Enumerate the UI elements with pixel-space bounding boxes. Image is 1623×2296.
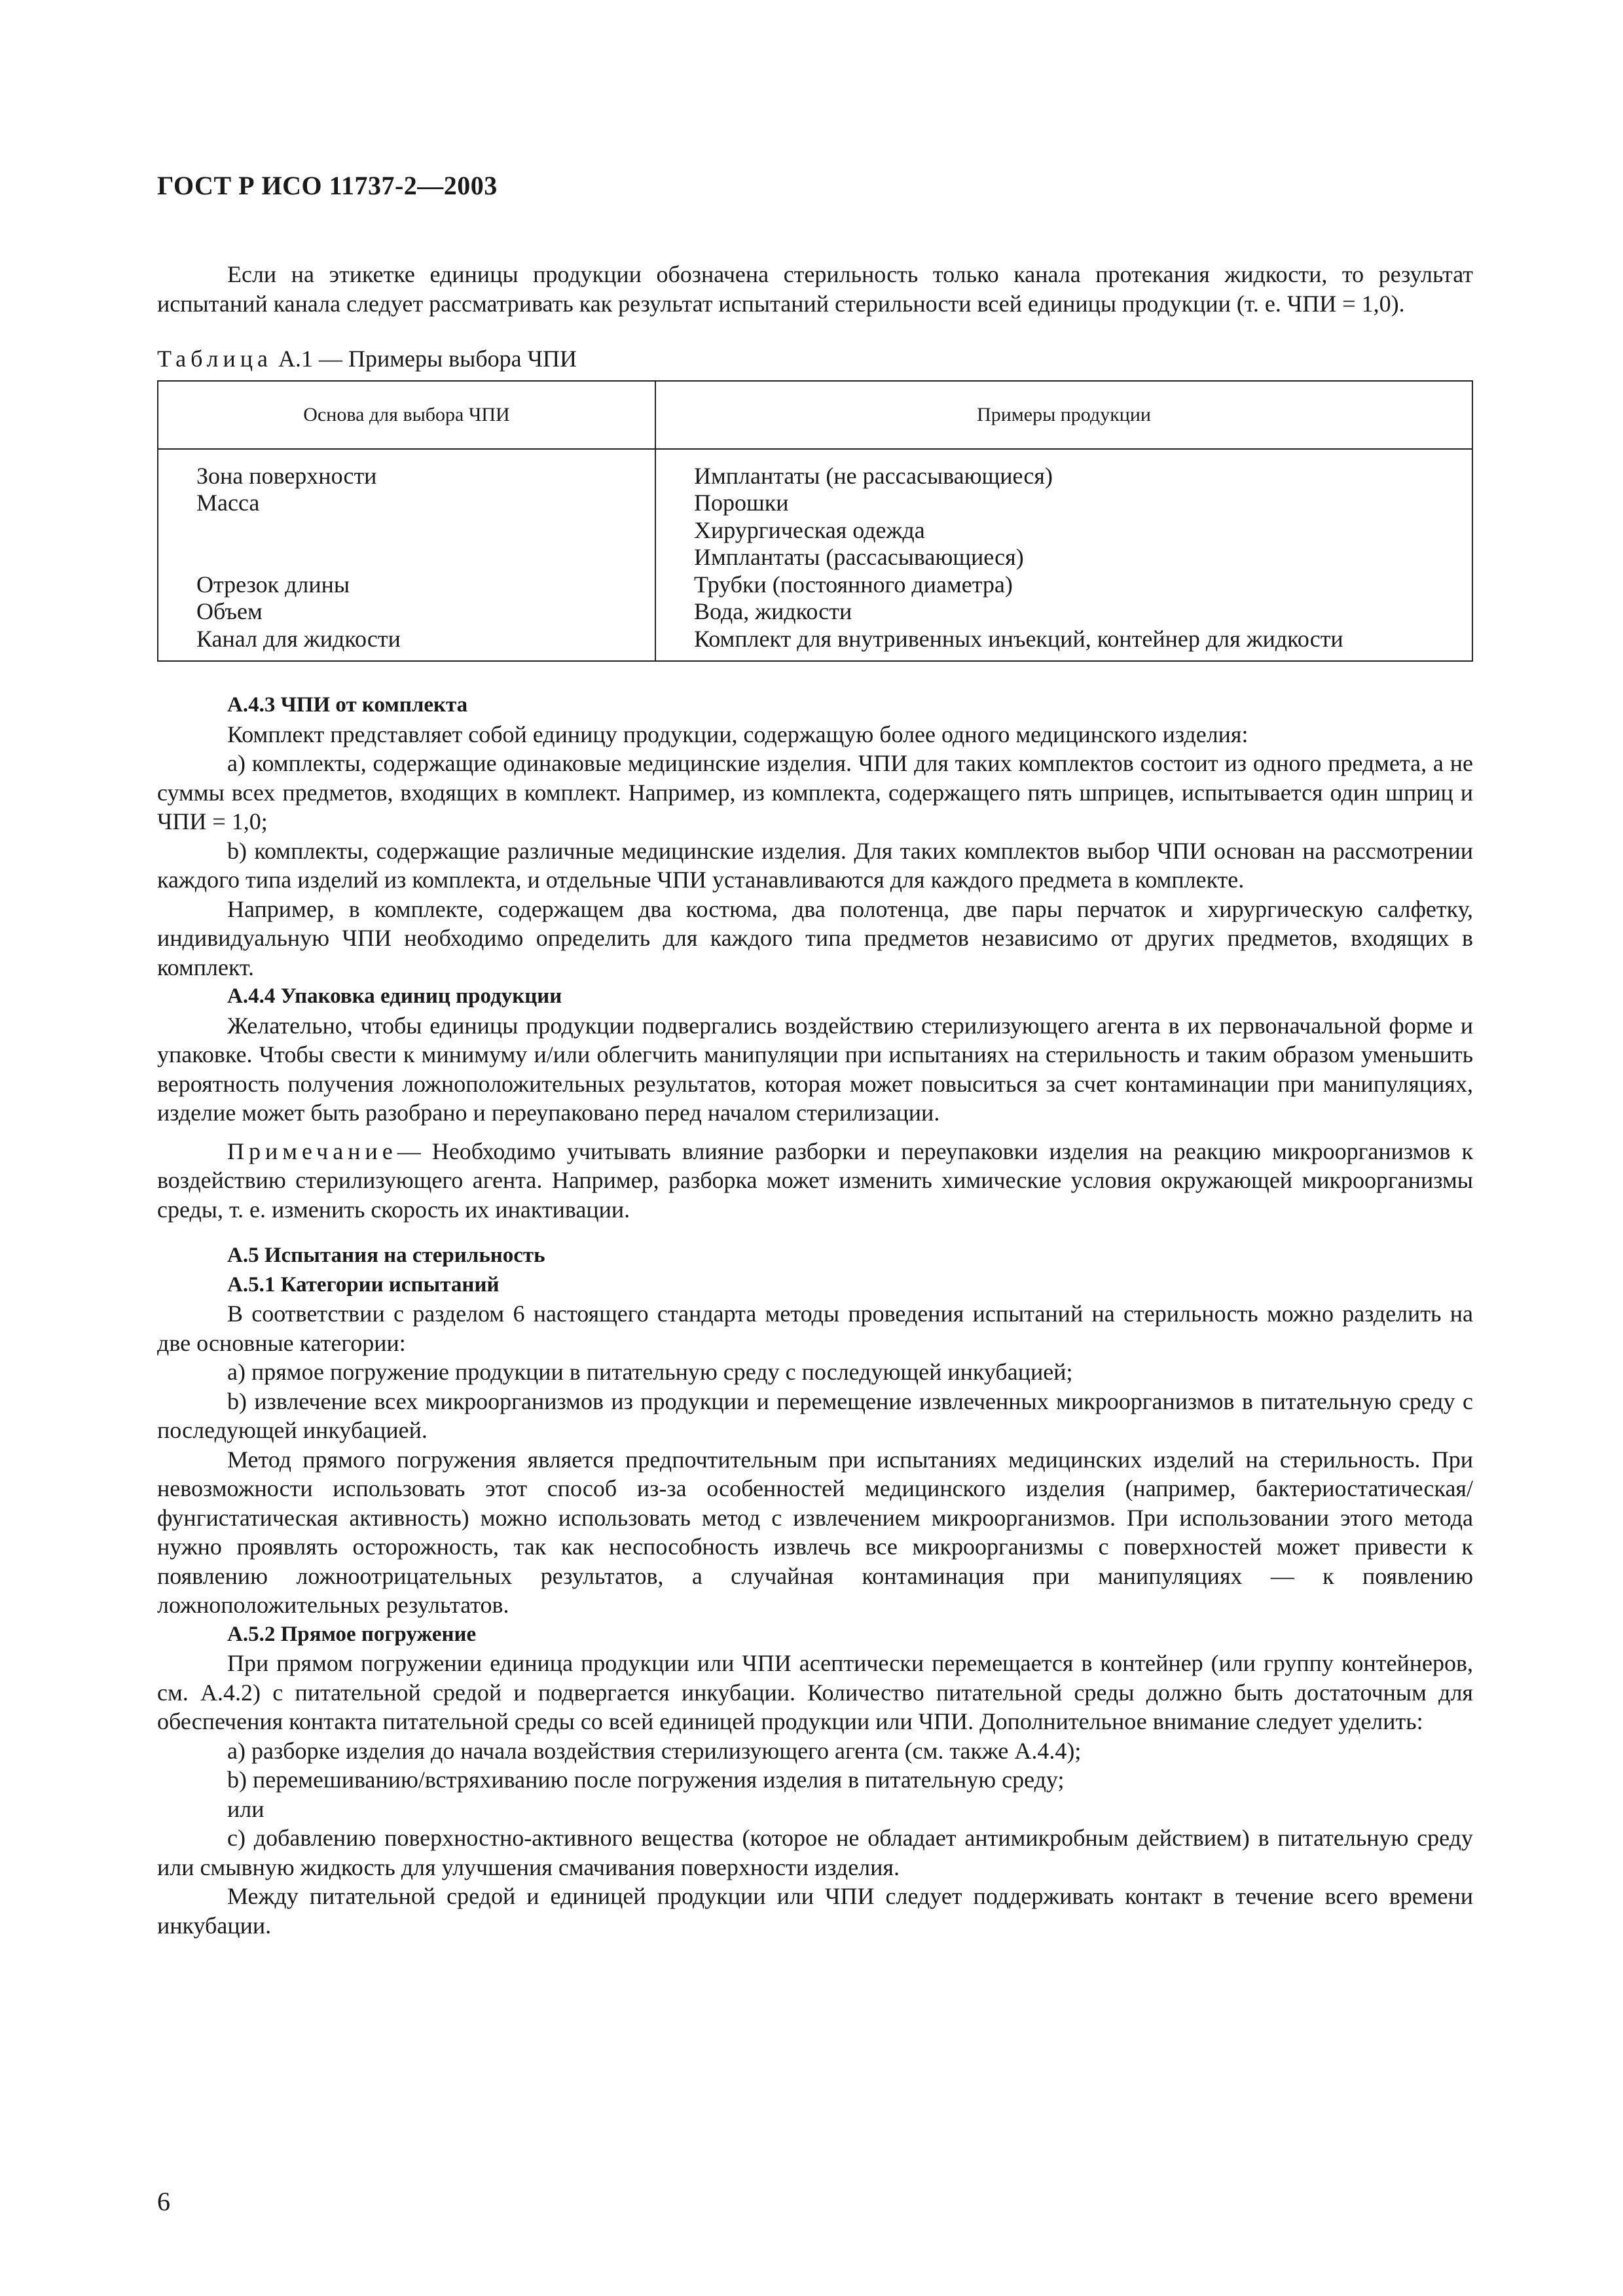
note-text: — Необходимо учитывать влияние разборки и переупаковки изделия на реакцию микроорганизмов к воздействию стерилизующего агента. Например, разборка может изменить химические условия окружающей микроорганизмы среды, т. е. изменить скорость их инактивации. <box>157 1138 1473 1223</box>
basis-line: Зона поверхности <box>196 462 377 489</box>
note <box>157 1137 1473 1225</box>
table-caption <box>157 344 1473 374</box>
paragraph: Метод прямого погружения является предпочтительным при испытаниях медицинских изделий на стерильность. При невозможности использовать этот способ из-за особенностей медицинского изделия (например, бактериостатическая/фунгистатическая активность) можно использовать метод с извлечением микроорганизмов. При использовании этого метода нужно проявлять осторожность, так как неспособность извлечь все микроорганизмы с поверхностей может привести к появлению ложноотрицательных результатов, а случайная контаминация при манипуляциях — к появлению ложноположительных результатов. <box>157 1446 1473 1618</box>
table-a1 <box>157 380 1473 662</box>
intro-paragraph: Если на этикетке единицы продукции обозначена стерильность только канала протекания жидкости, то результат испытаний канала следует рассматривать как результат испытаний стерильности всей единицы продукции (т. е. ЧПИ = 1,0). <box>157 261 1473 317</box>
table-header-examples: Примеры продукции <box>655 381 1472 449</box>
basis-line: Объем <box>196 598 263 624</box>
table-caption-label: Таблица <box>157 346 272 372</box>
basis-line: Масса <box>196 490 260 516</box>
example-line: Имплантаты (рассасывающиеся) <box>694 544 1024 570</box>
paragraph: При прямом погружении единица продукции или ЧПИ асептически перемещается в контейнер (или группу контейнеров, см. А.4.2) с питательной средой и подвергается инкубации. Количество питательной среды должно быть достаточным для обеспечения контакта питательной среды со всей единицей продукции или ЧПИ. Дополнительное внимание следует уделить: <box>157 1650 1473 1734</box>
table-caption-text: А.1 — Примеры выбора ЧПИ <box>278 346 577 372</box>
example-line: Комплект для внутривенных инъекций, контейнер для жидкости <box>694 625 1343 652</box>
list-item: b) перемешиванию/встряхиванию после погружения изделия в питательную среду; <box>227 1767 1065 1793</box>
example-line: Имплантаты (не рассасывающиеся) <box>694 462 1053 489</box>
list-item: а) прямое погружение продукции в питательную среду с последующей инкубацией; <box>227 1359 1073 1385</box>
paragraph: Например, в комплекте, содержащем два костюма, два полотенца, две пары перчаток и хирургическую салфетку, индивидуальную ЧПИ необходимо определить для каждого типа предметов независимо от других предметов, входящих в комплект. <box>157 895 1473 980</box>
paragraph: Комплект представляет собой единицу продукции, содержащую более одного медицинского изделия: <box>227 721 1249 747</box>
example-line: Порошки <box>694 490 789 516</box>
list-item: а) разборке изделия до начала воздействия стерилизующего агента (см. также А.4.4); <box>227 1737 1082 1764</box>
list-connector: или <box>227 1795 264 1822</box>
example-line: Вода, жидкости <box>694 598 852 624</box>
paragraph: В соответствии с разделом 6 настоящего стандарта методы проведения испытаний на стерильность можно разделить на две основные категории: <box>157 1300 1473 1356</box>
basis-line <box>196 544 655 571</box>
document-page <box>157 151 1473 1940</box>
table-header-basis: Основа для выбора ЧПИ <box>158 381 655 449</box>
section-heading-a52: А.5.2 Прямое погружение <box>227 1622 477 1646</box>
list-item: с) добавлению поверхностно-активного вещества (которое не обладает антимикробным действием) в питательную среду или смывную жидкость для улучшения смачивания поверхности изделия. <box>157 1825 1473 1880</box>
basis-line: Отрезок длины <box>196 571 350 598</box>
example-line: Хирургическая одежда <box>694 516 925 543</box>
section-heading-a5: А.5 Испытания на стерильность <box>227 1244 545 1267</box>
table-cell-basis <box>158 449 655 662</box>
document-header-title: ГОСТ Р ИСО 11737-2—2003 <box>157 171 498 200</box>
example-line: Трубки (постоянного диаметра) <box>694 571 1013 598</box>
table-cell-examples <box>655 449 1472 662</box>
paragraph: Между питательной средой и единицей продукции или ЧПИ следует поддерживать контакт в течение всего времени инкубации. <box>157 1883 1473 1939</box>
list-item: а) комплекты, содержащие одинаковые медицинские изделия. ЧПИ для таких комплектов состоит из одного предмета, а не суммы всех предметов, входящих в комплект. Например, из комплекта, содержащего пять шприцев, испытывается один шприц и ЧПИ = 1,0; <box>157 750 1473 834</box>
section-heading-a44: А.4.4 Упаковка единиц продукции <box>227 984 562 1008</box>
note-label: Примечание <box>227 1138 397 1164</box>
basis-line: Канал для жидкости <box>196 625 401 652</box>
page-number: 6 <box>157 2187 170 2216</box>
paragraph: Желательно, чтобы единицы продукции подвергались воздействию стерилизующего агента в их первоначальной форме и упаковке. Чтобы свести к минимуму и/или облегчить манипуляции при испытаниях на стерильность и таким образом уменьшить вероятность получения ложноположительных результатов, которая может повыситься за счет контаминации при манипуляциях, изделие может быть разобрано и переупаковано перед началом стерилизации. <box>157 1012 1473 1126</box>
list-item: b) извлечение всех микроорганизмов из продукции и перемещение извлеченных микроорганизмов в питательную среду с последующей инкубацией. <box>157 1388 1473 1443</box>
section-heading-a43: А.4.3 ЧПИ от комплекта <box>227 693 468 717</box>
basis-line <box>196 517 655 545</box>
section-heading-a51: А.5.1 Категории испытаний <box>227 1272 500 1297</box>
list-item: b) комплекты, содержащие различные медицинские изделия. Для таких комплектов выбор ЧПИ основан на рассмотрении каждого типа изделий из комплекта, и отдельные ЧПИ устанавливаются для каждого предмета в комплекте. <box>157 837 1473 893</box>
